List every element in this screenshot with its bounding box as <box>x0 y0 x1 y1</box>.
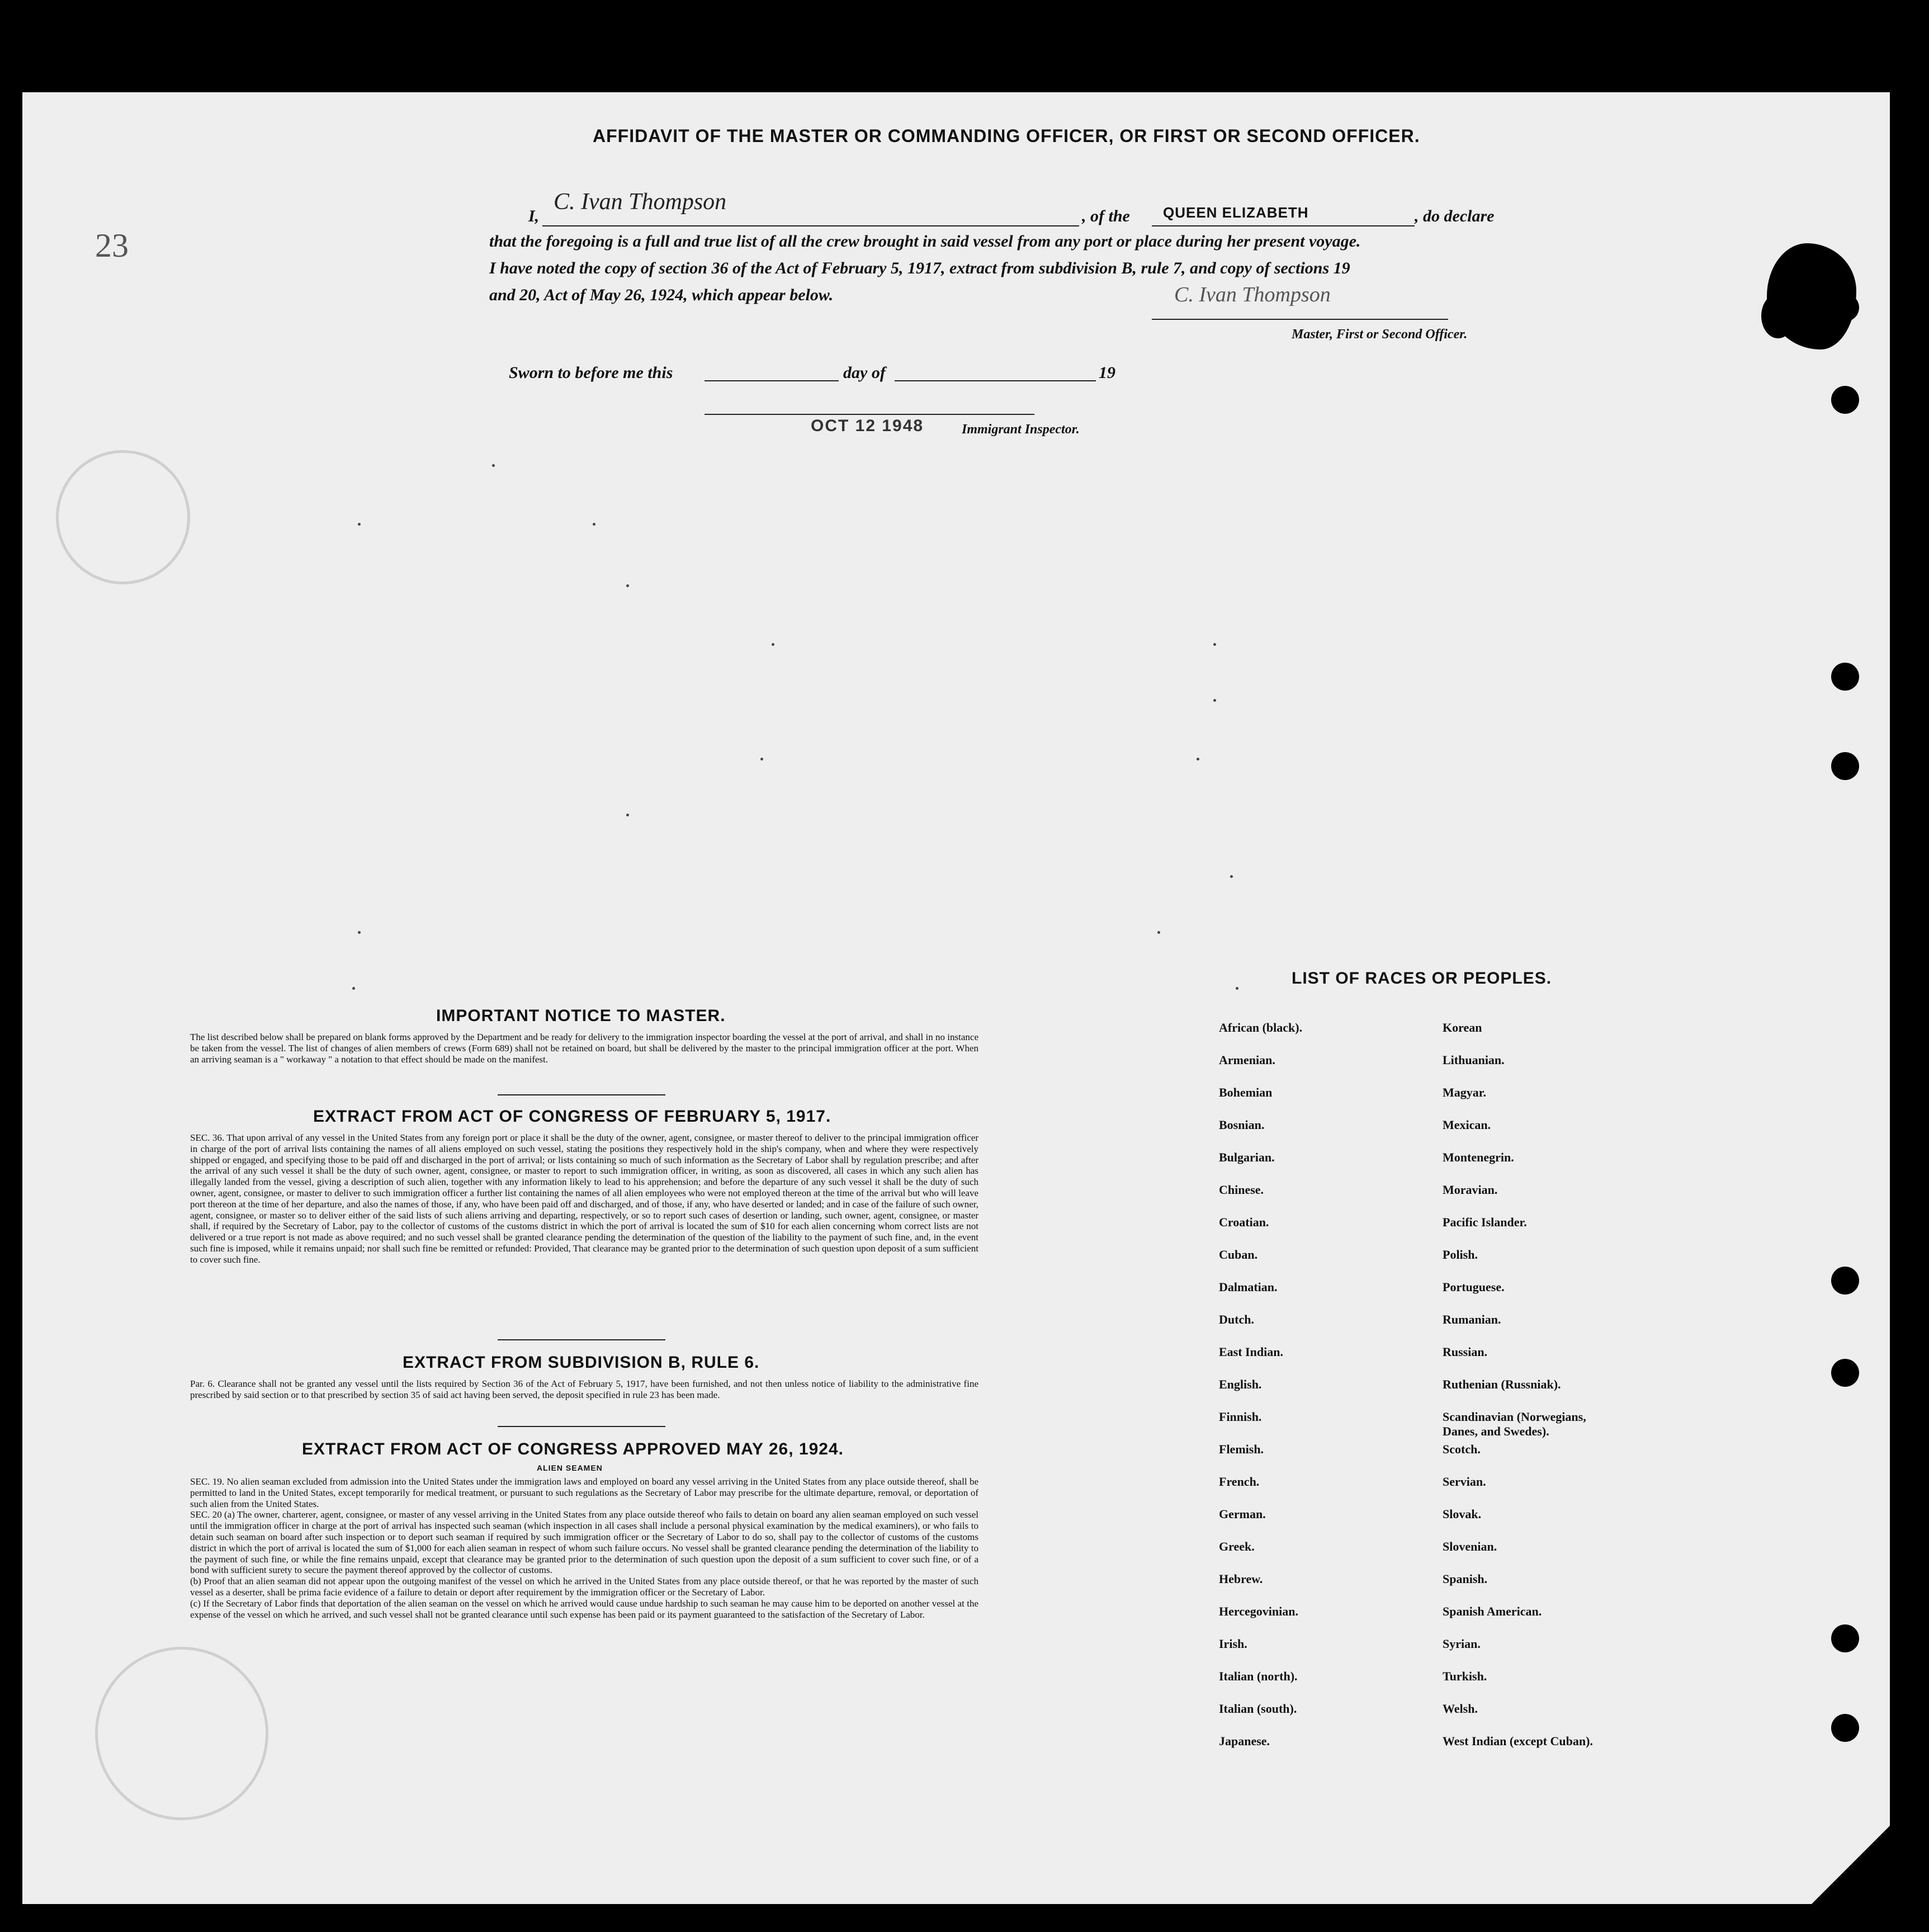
race-item: Spanish. <box>1443 1572 1488 1586</box>
sec19-text: SEC. 19. No alien seaman excluded from admission into the United States under the immigration laws and employed on board any vessel arriving in the United States from any place outside thereof, shall be permitted to land in the United States, except temporarily for medical treatment, or pursuant to such regulations as the Secretary of Labor may prescribe for the ultimate departure, removal, or deportation of such alien from the United States. <box>190 1476 978 1509</box>
extract-1924-subtitle: ALIEN SEAMEN <box>537 1463 603 1472</box>
race-item: West Indian (except Cuban). <box>1443 1734 1593 1748</box>
day-of-label: day of <box>843 363 886 382</box>
leader-dot <box>1213 643 1216 646</box>
sworn-label: Sworn to before me this <box>509 363 673 382</box>
sworn-month-line <box>895 380 1096 381</box>
race-item: Cuban. <box>1219 1248 1258 1262</box>
leader-dot <box>626 584 629 587</box>
affidavit-line-1: that the foregoing is a full and true list of all the crew brought in said vessel from any port or place during her present voyage. <box>489 232 1361 251</box>
leader-dot <box>1157 931 1160 934</box>
declarant-line <box>542 225 1079 226</box>
race-item: Bulgarian. <box>1219 1150 1275 1164</box>
race-item: Mexican. <box>1443 1118 1491 1132</box>
extract-1917-text: SEC. 36. That upon arrival of any vessel in the United States from any foreign port or place it shall be the duty of the owner, agent, consignee, or master thereof to deliver to the principal immigration officer in charge of the port of arrival lists containing the names of all aliens employed on such vessel, stating the positions they respectively hold in the ship's company, when and where they were respectively shipped or engaged, and specifying those to be paid off and discharged in the port of arrival; or lists containing so much of such information as the Secretary of Labor shall by regulation prescribe; and after the arrival of any such vessel it shall be the duty of such owner, agent, consignee, or master to report to such immigration officer, in writing, as soon as discovered, all cases in which any such alien has illegally landed from the vessel, giving a description of such alien, together with any information likely to lead to his apprehension; and before the departure of any such vessel it shall be the duty of such owner, agent, consignee, or master to deliver to such immigration officer a further list containing the names of all alien employees who were not employed thereon at the time of the arrival but who will leave port thereon at the time of her departure, and also the names of those, if any, who have been paid off and discharged, and of those, if any, who have deserted or landed; and in case of the failure of such owner, agent, consignee, or master so to deliver either of the said lists of such aliens arriving and departing, respectively, or so to report such cases of desertion or landing, such owner, agent, consignee, or master shall, if required by the Secretary of Labor, pay to the collector of customs of the customs district in which the port of arrival is located the sum of $10 for each alien concerning whom correct lists are not delivered or a true report is not made as above required; and no such vessel shall be granted clearance pending the determination of the question of the liability to the payment of such fine, and, in the event such fine is imposed, while it remains unpaid; nor shall such fine be remitted or refunded: Provided, That clearance may be granted prior to the determination of such question upon deposit of a sum sufficient to cover such fine. <box>190 1132 979 1265</box>
race-item: Dalmatian. <box>1219 1280 1278 1294</box>
leader-dot <box>626 814 629 816</box>
affidavit-line-3: and 20, Act of May 26, 1924, which appear below. <box>489 286 834 304</box>
race-item: Slovenian. <box>1443 1539 1497 1553</box>
race-item: Chinese. <box>1219 1183 1264 1197</box>
race-item: Pacific Islander. <box>1443 1215 1527 1229</box>
leader-dot <box>358 931 361 934</box>
affidavit-title: AFFIDAVIT OF THE MASTER OR COMMANDING OFFICER, OR FIRST OR SECOND OFFICER. <box>593 126 1420 146</box>
race-item: Bosnian. <box>1219 1118 1265 1132</box>
race-item: Korean <box>1443 1021 1482 1035</box>
race-item: Spanish American. <box>1443 1604 1542 1618</box>
notice-body <box>190 1032 978 1065</box>
race-item: Montenegrin. <box>1443 1150 1514 1164</box>
leader-dot <box>772 643 774 646</box>
sec20c-text: (c) If the Secretary of Labor finds that deportation of the alien seaman on the vessel on which he arrived would cause undue hardship to such seaman he may cause him to be deported on another vessel at the expense of the vessel on which he arrived, and such vessel shall not be granted clearance until such expense has been paid or its payment guaranteed to the satisfaction of the Secretary of Labor. <box>190 1598 978 1620</box>
leader-dot <box>1213 699 1216 702</box>
race-item: Flemish. <box>1219 1442 1264 1456</box>
race-item: Turkish. <box>1443 1669 1487 1683</box>
extract-1917-rule <box>498 1339 665 1340</box>
margin-number: 23 <box>95 227 129 264</box>
punch-hole <box>1831 752 1859 780</box>
punch-hole <box>1831 294 1859 322</box>
leader-dot <box>1236 987 1238 990</box>
inspector-caption: Immigrant Inspector. <box>962 422 1080 437</box>
leader-dot <box>352 987 355 990</box>
race-item: Servian. <box>1443 1475 1486 1489</box>
leader-dot <box>1197 758 1199 760</box>
punch-hole <box>1831 1267 1859 1295</box>
race-item: African (black). <box>1219 1021 1303 1035</box>
ink-blot-drip <box>1761 294 1795 338</box>
race-item: Finnish. <box>1219 1410 1262 1424</box>
extract-1924-body <box>190 1476 978 1620</box>
race-item: Polish. <box>1443 1248 1478 1262</box>
race-item: Armenian. <box>1219 1053 1275 1067</box>
race-item: Slovak. <box>1443 1507 1482 1521</box>
race-item: Italian (north). <box>1219 1669 1298 1683</box>
race-item: Croatian. <box>1219 1215 1269 1229</box>
race-item: Syrian. <box>1443 1637 1481 1651</box>
race-item: Ruthenian (Russniak). <box>1443 1377 1561 1391</box>
document-sheet <box>22 92 1890 1904</box>
leader-dot <box>1230 875 1233 878</box>
race-item: Rumanian. <box>1443 1312 1501 1326</box>
extract-1924-title: EXTRACT FROM ACT OF CONGRESS APPROVED MAY 26, 1924. <box>302 1440 844 1458</box>
master-signature-line <box>1152 319 1448 320</box>
race-item: German. <box>1219 1507 1266 1521</box>
rule6-text: Par. 6. Clearance shall not be granted any vessel until the lists required by Section 36 of the Act of February 5, 1917, have been furnished, and not then unless notice of liability to the administrative fine prescribed by said section or to that prescribed by section 35 of said act having been served, the deposit specified in rule 23 has been made. <box>190 1378 978 1400</box>
race-item: English. <box>1219 1377 1262 1391</box>
punch-hole <box>1831 1714 1859 1742</box>
race-item: Hebrew. <box>1219 1572 1263 1586</box>
vessel-line <box>1152 225 1415 226</box>
affidavit-line-2: I have noted the copy of section 36 of the Act of February 5, 1917, extract from subdivision B, rule 7, and copy of sections 19 <box>489 259 1350 277</box>
punch-hole <box>1831 1359 1859 1387</box>
race-item: Dutch. <box>1219 1312 1254 1326</box>
affidavit-i-label: I, <box>528 207 540 225</box>
date-stamp: OCT 12 1948 <box>811 417 924 435</box>
affidavit-do-declare: , do declare <box>1415 207 1495 225</box>
sworn-day-line <box>705 380 839 381</box>
race-item: French. <box>1219 1475 1260 1489</box>
race-item: Welsh. <box>1443 1702 1478 1716</box>
master-signature: C. Ivan Thompson <box>1174 283 1331 306</box>
sec20b-text: (b) Proof that an alien seaman did not appear upon the outgoing manifest of the vessel on which he arrived in the United States from any place outside thereof, or that he was reported by the master of such vessel as a deserter, shall be prima facie evidence of a failure to detain or deport after requirement by the immigration officer or the Secretary of Labor. <box>190 1576 978 1598</box>
embossed-seal-bottom <box>95 1647 268 1820</box>
rule6-title: EXTRACT FROM SUBDIVISION B, RULE 6. <box>403 1353 760 1372</box>
notice-body-text: The list described below shall be prepared on blank forms approved by the Department and be ready for delivery to the immigration inspector boarding the vessel at the port of arrival, and shall in no instance be taken from the vessel. The list of changes of alien members of crews (Form 689) shall not be retained on board, but shall be delivered by the master to the principal immigration officer at the port. When an arriving seaman is a " workaway " a notation to that effect should be made on the manifest. <box>190 1032 978 1065</box>
notice-rule <box>498 1094 665 1095</box>
sec20a-text: SEC. 20 (a) The owner, charterer, agent, consignee, or master of any vessel arriving in the United States from any place outside thereof who fails to detain on board any alien seaman employed on such vessel until the immigration officer in charge at the port of arrival has inspected such seaman (which inspection in all cases shall include a personal physical examination by the medical examiners), or who fails to detain such seaman on board after such inspection or to deport such seaman if required by such immigration officer or the Secretary of Labor to do so, shall pay to the collector of customs of the customs district in which the port of arrival is located the sum of $1,000 for each alien seaman in respect of whom such failure occurs. No vessel shall be granted clearance pending the determination of the liability to the payment of such fine, or while the fine remains unpaid, except that clearance may be granted prior to the determination of such question upon the deposit of a sum sufficient to cover such fine, or of a bond with sufficient surety to secure the payment thereof approved by the collector of customs. <box>190 1509 978 1576</box>
race-item: Russian. <box>1443 1345 1488 1359</box>
declarant-signature: C. Ivan Thompson <box>554 189 727 215</box>
leader-dot <box>593 523 595 526</box>
race-item: Lithuanian. <box>1443 1053 1505 1067</box>
race-item: East Indian. <box>1219 1345 1283 1359</box>
master-caption: Master, First or Second Officer. <box>1292 327 1468 342</box>
punch-hole <box>1831 1624 1859 1652</box>
race-item: Greek. <box>1219 1539 1255 1553</box>
leader-dot <box>760 758 763 760</box>
rule6-rule <box>498 1426 665 1427</box>
race-item: Scandinavian (Norwegians, Danes, and Swedes). <box>1443 1410 1586 1438</box>
race-item: Moravian. <box>1443 1183 1498 1197</box>
race-item: Bohemian <box>1219 1085 1273 1099</box>
embossed-seal-top <box>56 450 190 584</box>
punch-hole <box>1831 386 1859 414</box>
race-item: Scotch. <box>1443 1442 1481 1456</box>
race-item: Italian (south). <box>1219 1702 1297 1716</box>
folded-corner <box>1812 1826 1890 1904</box>
leader-dot <box>492 464 495 467</box>
race-item: Hercegovinian. <box>1219 1604 1298 1618</box>
races-title: LIST OF RACES OR PEOPLES. <box>1292 969 1552 988</box>
punch-hole <box>1831 663 1859 691</box>
year-label: 19 <box>1099 363 1115 382</box>
affidavit-of-the: , of the <box>1082 207 1130 225</box>
notice-title: IMPORTANT NOTICE TO MASTER. <box>436 1007 726 1025</box>
inspector-line <box>705 414 1034 415</box>
race-item: Irish. <box>1219 1637 1247 1651</box>
race-item: Magyar. <box>1443 1085 1487 1099</box>
extract-1917-body <box>190 1132 978 1265</box>
leader-dot <box>358 523 361 526</box>
race-item: Japanese. <box>1219 1734 1270 1748</box>
rule6-body <box>190 1378 978 1401</box>
race-item: Portuguese. <box>1443 1280 1505 1294</box>
extract-1917-title: EXTRACT FROM ACT OF CONGRESS OF FEBRUARY 5, 1917. <box>313 1107 831 1126</box>
vessel-name: QUEEN ELIZABETH <box>1163 204 1309 221</box>
